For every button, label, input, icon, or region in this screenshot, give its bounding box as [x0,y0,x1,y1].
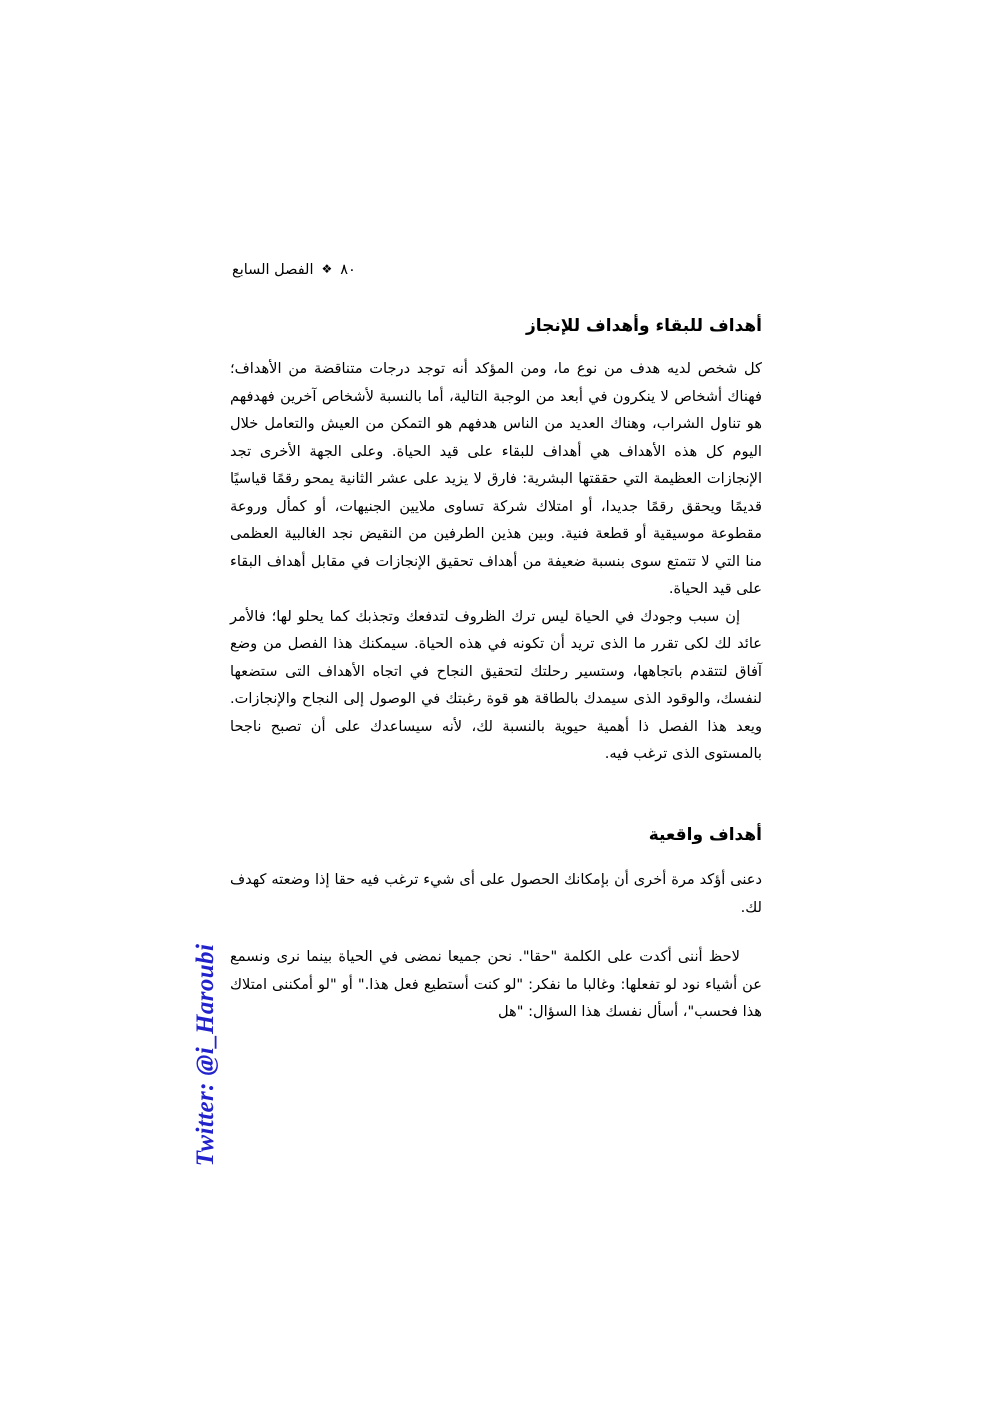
page-number: ٨٠ [340,262,356,278]
paragraph-spacer [230,921,762,943]
watermark [186,940,226,1170]
paragraph: دعنى أؤكد مرة أخرى أن بإمكانك الحصول على أى شيء ترغب فيه حقا إذا وضعته كهدف لك. [230,871,762,916]
watermark-text: Twitter: @i_Haroubi [192,943,219,1167]
chapter-title: الفصل السابع [232,262,314,278]
paragraph: إن سبب وجودك في الحياة ليس ترك الظروف لتدفعك وتجذبك كما يحلو لها؛ فالأمر عائد لك لكى تقرر ما الذى تريد أن تكونه في هذه الحياة. سيمكنك هذا الفصل من وضع آفاق لتتقدم باتجاهها، وستسير رحلتك لتحقيق النجاح في اتجاه الأهداف التى ستضعها لنفسك، والوقود الذى سيمدك بالطاقة هو قوة رغبتك في الوصول إلى النجاح والإنجازات. ويعد هذا الفصل ذا أهمية حيوية بالنسبة لك، لأنه سيساعدك على أن تصبح ناجحا بالمستوى الذى ترغب فيه. [230,607,762,763]
section-heading-goals-survival-achievement: أهداف للبقاء وأهداف للإنجاز [525,316,762,337]
running-head [230,262,762,279]
section-heading-realistic-goals: أهداف واقعية [648,824,762,845]
page-content [230,262,762,1026]
ornament-icon: ❖ [321,262,333,276]
paragraph: كل شخص لديه هدف من نوع ما، ومن المؤكد أنه توجد درجات متناقضة من الأهداف؛ فهناك أشخاص لا ينكرون في أبعد من الوجبة التالية، أما بالنسبة لأشخاص آخرين فهدفهم هو تناول الشراب، وهناك العديد من الناس هدفهم هو التمكن من العيش والتعامل خلال اليوم كل هذه الأهداف هي أهداف للبقاء على قيد الحياة. وعلى الجهة الأخرى تجد الإنجازات العظيمة التي حققتها البشرية: فارق لا يزيد على عشر الثانية يمحو رقمًا قياسيًا قديمًا ويحقق رقمًا جديدا، أو امتلاك شركة تساوى ملايين الجنيهات، أو كمأل وروعة مقطوعة موسيقية أو قطعة فنية. وبين هذين الطرفين من النقيض نجد الغالبية العظمى منا التي لا تتمتع سوى بنسبة ضعيفة من أهداف تحقيق الإنجازات في مقابل أهداف البقاء على قيد الحياة. [230,360,762,598]
paragraph: لاحظ أننى أكدت على الكلمة "حقا". نحن جميعا نمضى في الحياة بينما نرى ونسمع عن أشياء نود لو تفعلها: وغالبا ما نفكر: "لو كنت أستطيع فعل هذا." أو "لو أمكننى امتلاك هذا فحسب"، أسأل نفسك هذا السؤال: "هل [230,948,762,1021]
